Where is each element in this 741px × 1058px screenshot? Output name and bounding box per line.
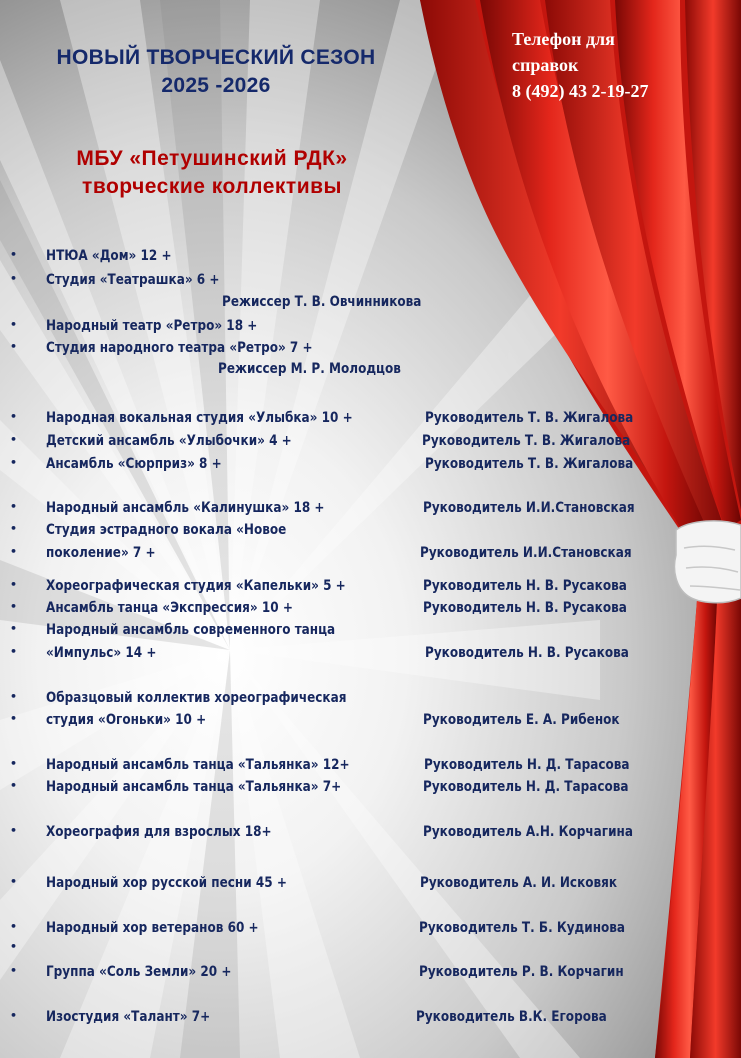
phone-info — [512, 26, 732, 104]
collective-name: НТЮА «Дом» 12 + — [46, 248, 172, 264]
bullet-icon: • — [10, 1009, 18, 1022]
director-ovchinnikova: Режиссер Т. В. Овчинникова — [222, 294, 422, 310]
collective-name: Студия «Театрашка» 6 + — [46, 272, 220, 288]
collective-name: Народный ансамбль современного танца — [46, 622, 336, 638]
collective-leader: Руководитель Н. В. Русакова — [425, 645, 629, 661]
collective-name: «Импульс» 14 + — [46, 645, 157, 661]
bullet-icon: • — [10, 456, 18, 469]
bullet-icon: • — [10, 757, 18, 770]
bullet-icon: • — [10, 318, 18, 331]
bullet-icon: • — [10, 433, 18, 446]
bullet-icon: • — [10, 272, 18, 285]
bullet-icon: • — [10, 600, 18, 613]
director-molodtsov: Режиссер М. Р. Молодцов — [218, 361, 401, 377]
phone-label-line1: Телефон для — [512, 29, 615, 49]
bullet-icon: • — [10, 875, 18, 888]
org-title — [0, 145, 424, 201]
collective-leader: Руководитель Е. А. Рибенок — [423, 712, 620, 728]
season-title — [0, 44, 432, 100]
bullet-icon: • — [10, 690, 18, 703]
collective-leader: Руководитель Т. В. Жигалова — [425, 456, 634, 472]
collective-name: Народный хор русской песни 45 + — [46, 875, 287, 891]
collective-leader: Руководитель Т. В. Жигалова — [422, 433, 631, 449]
bullet-icon: • — [10, 712, 18, 725]
collective-name: Хореографическая студия «Капельки» 5 + — [46, 578, 346, 594]
collective-name: Народная вокальная студия «Улыбка» 10 + — [46, 410, 353, 426]
collective-name: поколение» 7 + — [46, 545, 156, 561]
collective-name: Ансамбль «Сюрприз» 8 + — [46, 456, 222, 472]
collective-name: Народный ансамбль танца «Тальянка» 7+ — [46, 779, 342, 795]
collective-name: Ансамбль танца «Экспрессия» 10 + — [46, 600, 293, 616]
collective-leader: Руководитель Т. Б. Кудинова — [419, 920, 626, 936]
bullet-icon: • — [10, 964, 18, 977]
org-title-line2: творческие коллективы — [82, 175, 342, 198]
phone-label-line2: справок — [512, 55, 579, 75]
collective-leader: Руководитель Н. Д. Тарасова — [423, 779, 629, 795]
collective-leader: Руководитель Т. В. Жигалова — [425, 410, 634, 426]
collective-name: Студия народного театра «Ретро» 7 + — [46, 340, 313, 356]
white-glove-icon — [675, 521, 741, 603]
season-title-line2: 2025 -2026 — [161, 74, 271, 97]
collective-leader: Руководитель Н. В. Русакова — [423, 578, 627, 594]
bullet-icon: • — [10, 410, 18, 423]
collective-leader: Руководитель Р. В. Корчагин — [419, 964, 624, 980]
bullet-icon: • — [10, 500, 18, 513]
collective-name: Народный хор ветеранов 60 + — [46, 920, 259, 936]
collective-leader: Руководитель И.И.Становская — [420, 545, 632, 561]
collective-name: Детский ансамбль «Улыбочки» 4 + — [46, 433, 292, 449]
bullet-icon: • — [10, 940, 18, 953]
bullet-icon: • — [10, 779, 18, 792]
collective-name: Хореография для взрослых 18+ — [46, 824, 272, 840]
bullet-icon: • — [10, 824, 18, 837]
phone-number: 8 (492) 43 2-19-27 — [512, 81, 649, 101]
collective-name: Группа «Соль Земли» 20 + — [46, 964, 232, 980]
collective-name: Образцовый коллектив хореографическая — [46, 690, 347, 706]
collective-name: Изостудия «Талант» 7+ — [46, 1009, 211, 1025]
bullet-icon: • — [10, 920, 18, 933]
season-title-line1: НОВЫЙ ТВОРЧЕСКИЙ СЕЗОН — [56, 46, 376, 69]
collective-leader: Руководитель Н. Д. Тарасова — [424, 757, 630, 773]
collective-leader: Руководитель Н. В. Русакова — [423, 600, 627, 616]
bullet-icon: • — [10, 248, 18, 261]
bullet-icon: • — [10, 545, 18, 558]
collective-name: Студия эстрадного вокала «Новое — [46, 522, 287, 538]
bullet-icon: • — [10, 622, 18, 635]
collective-leader: Руководитель В.К. Егорова — [416, 1009, 607, 1025]
collective-name: Народный театр «Ретро» 18 + — [46, 318, 258, 334]
bullet-icon: • — [10, 522, 18, 535]
collective-leader: Руководитель А.Н. Корчагина — [423, 824, 633, 840]
org-title-line1: МБУ «Петушинский РДК» — [76, 147, 348, 170]
collective-leader: Руководитель А. И. Исковяк — [420, 875, 618, 891]
collective-leader: Руководитель И.И.Становская — [423, 500, 635, 516]
bullet-icon: • — [10, 645, 18, 658]
bullet-icon: • — [10, 578, 18, 591]
collective-name: студия «Огоньки» 10 + — [46, 712, 207, 728]
collective-name: Народный ансамбль «Калинушка» 18 + — [46, 500, 325, 516]
collective-name: Народный ансамбль танца «Тальянка» 12+ — [46, 757, 350, 773]
bullet-icon: • — [10, 340, 18, 353]
